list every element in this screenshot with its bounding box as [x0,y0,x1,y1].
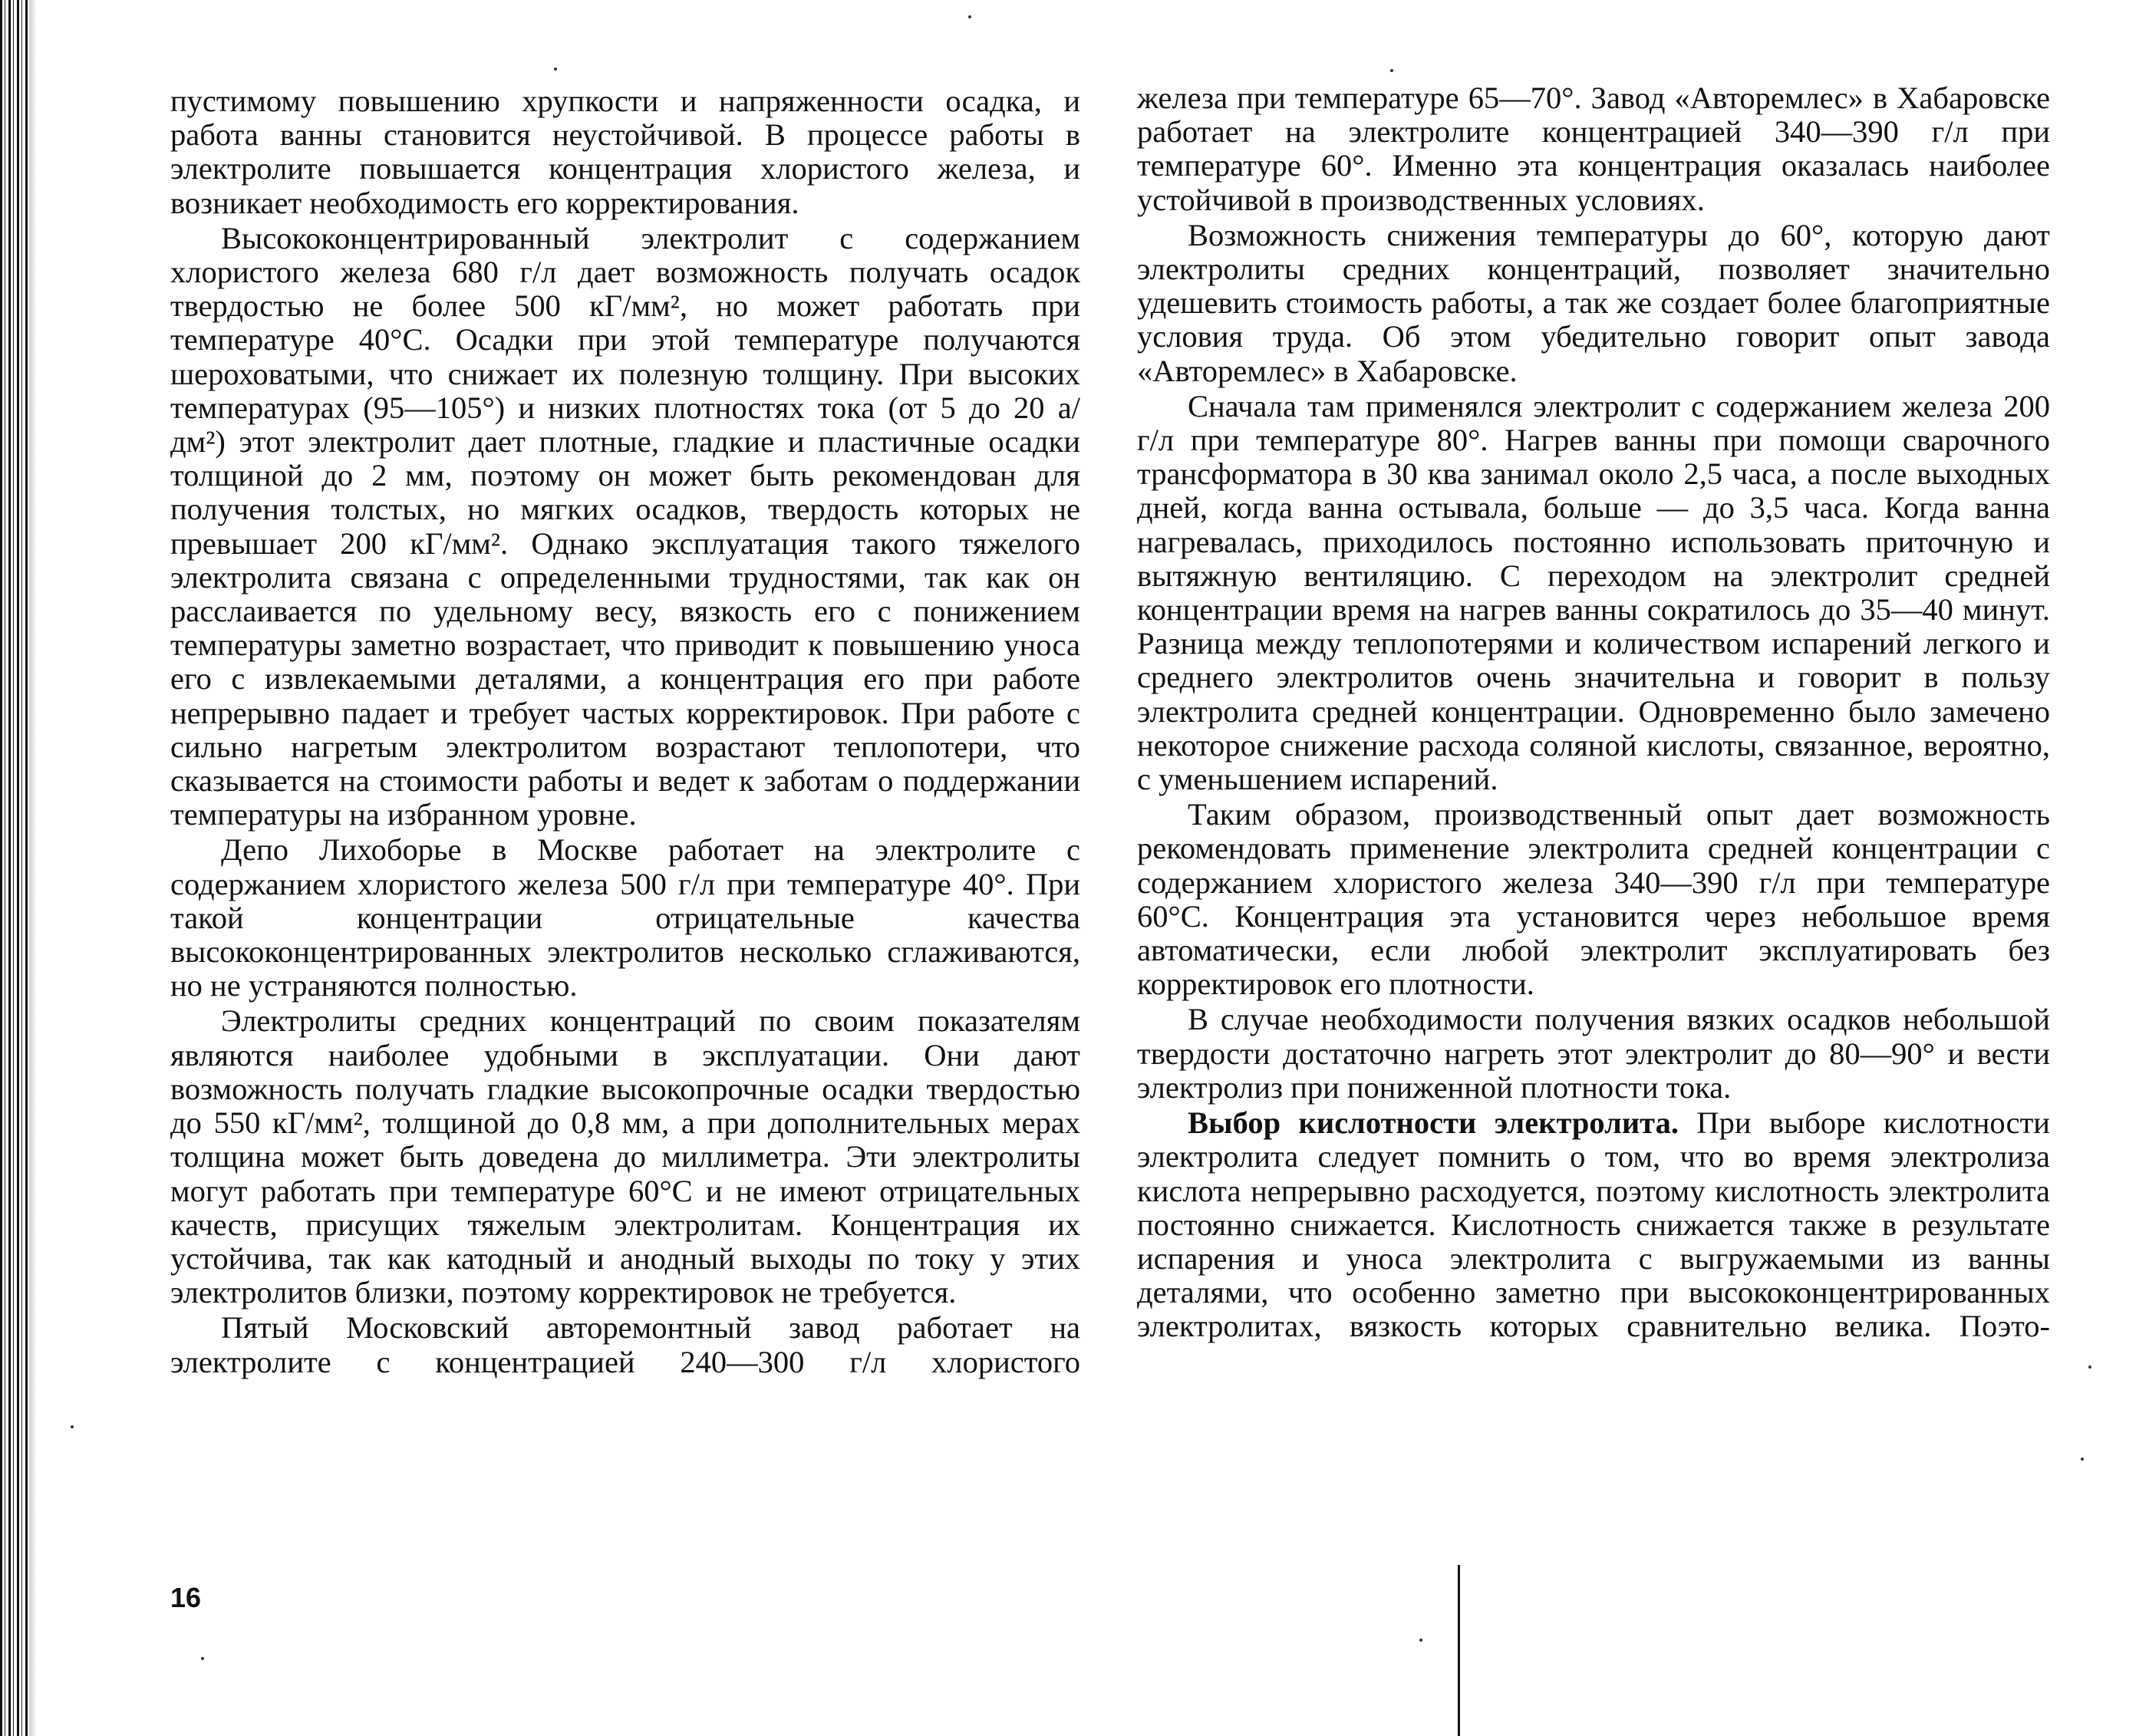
scan-speck [554,68,557,71]
section-paragraph [1137,1106,2050,1343]
scan-speck [2088,1365,2091,1369]
scan-speck [1419,1639,1422,1642]
scan-speck [201,1657,204,1660]
gutter-line [1458,1565,1460,1736]
right-page [1137,81,2050,1346]
left-page [170,84,1080,1381]
binding-shadow [29,0,37,1736]
left-paragraph-3: Депо Лихоборье в Москве работает на электролите с содержанием хлористого железа 500 г/л при температуре 40°. При такой концентрации отрицательные качества высококонцентрированных электролитов несколько сглаживаются, но не устраняются полностью. [170,832,1080,1003]
right-paragraph-3: Сначала там применялся электролит с содержанием железа 200 г/л при температуре 80°. Нагрев ванны при помощи сварочного трансформатора в 30 ква занимал около 2,5 часа, а после выходных дней, когда ванна остывала, больше — до 3,5 часа. Когда ванна нагревалась, приходилось постоянно использовать приточную и вытяжную вентиляцию. С переходом на электролит средней концентрации время на нагрев ванны сократилось до 35—40 минут. Разница между теплопотерями и количеством испарений легкого и среднего электролитов очень значительна и говорит в пользу электролита средней концентрации. Одновременно было замечено некоторое снижение расхода соляной кислоты, связанное, вероятно, с уменьшением испарений. [1137,388,2050,797]
left-paragraph-2: Высококонцентрированный электролит с содержанием хлористого железа 680 г/л дает возможность получать осадок твердостью не более 500 кГ/мм², но может работать при температуре 40°С. Осадки при этой температуре получаются шероховатыми, что снижает их полезную толщину. При высоких температурах (95—105°) и низких плотностях тока (от 5 до 20 а/дм²) этот электролит дает плотные, гладкие и пластичные осадки толщиной до 2 мм, поэтому он может быть рекомендован для получения толстых, но мягких осадков, твердость которых не превышает 200 кГ/мм². Однако эксплуатация такого тяжелого электролита связана с определенными трудностями, так как он расслаивается по удельному весу, вязкость его с понижением температуры заметно возрастает, что приводит к повышению уноса его с извлекаемыми деталями, а концентрация его при работе непрерывно падает и требует частых корректировок. При работе с сильно нагретым электролитом возрастают теплопотери, что сказывается на стоимости работы и ведет к заботам о поддержании температуры на избранном уровне. [170,220,1080,832]
right-paragraph-2: Возможность снижения температуры до 60°, которую дают электролиты средних концентраций, позволяет значительно удешевить стоимость работы, а так же создает более благоприятные условия труда. Об этом убедительно говорит опыт завода «Авторемлес» в Хабаровске. [1137,217,2050,388]
section-heading: Выбор кислотности электролита. [1188,1105,1679,1141]
left-paragraph-1: пустимому повышению хрупкости и напряженности осадка, и работа ванны становится неустойчивой. В процессе работы в электролите повышается концентрация хлористого железа, и возникает необходимость его корректирования. [170,84,1080,220]
book-binding-edge [0,0,29,1736]
right-paragraph-4: Таким образом, производственный опыт дает возможность рекомендовать применение электролита средней концентрации с содержанием хлористого железа 340—390 г/л при температуре 60°С. Концентрация эта установится через небольшое время автоматически, если любой электролит эксплуатировать без корректировок его плотности. [1137,797,2050,1002]
right-paragraph-1: железа при температуре 65—70°. Завод «Авторемлес» в Хабаровске работает на электролите концентрацией 340—390 г/л при температуре 60°. Именно эта концентрация оказалась наиболее устойчивой в производственных условиях. [1137,81,2050,217]
scan-speck [1390,69,1393,72]
section-text: При выборе кислотности электролита следует помнить о том, что во время электролиза кислота непрерывно расходуется, поэтому кислотность электролита постоянно снижается. Кислотность снижается также в результате испарения и уноса электролита с выгружаемыми из ванны деталями, что особенно заметно при высококонцентрированных электролитах, вязкость которых сравнительно велика. Поэто- [1137,1105,2050,1344]
right-paragraph-5: В случае необходимости получения вязких осадков небольшой твердости достаточно нагреть этот электролит до 80—90° и вести электролиз при пониженной плотности тока. [1137,1002,2050,1105]
scan-speck [968,15,971,18]
scan-speck [71,1425,74,1428]
page-number: 16 [170,1582,202,1613]
left-paragraph-4: Электролиты средних концентраций по своим показателям являются наиболее удобными в эксплуатации. Они дают возможность получать гладкие высокопрочные осадки твердостью до 550 кГ/мм², толщиной до 0,8 мм, а при дополнительных мерах толщина может быть доведена до миллиметра. Эти электролиты могут работать при температуре 60°С и не имеют отрицательных качеств, присущих тяжелым электролитам. Концентрация их устойчива, так как катодный и анодный выходы по току у этих электролитов близки, поэтому корректировок не требуется. [170,1003,1080,1310]
scan-speck [2081,1458,2084,1461]
left-paragraph-5: Пятый Московский авторемонтный завод работает на электролите с концентрацией 240—300 г/л хлористого [170,1310,1080,1379]
